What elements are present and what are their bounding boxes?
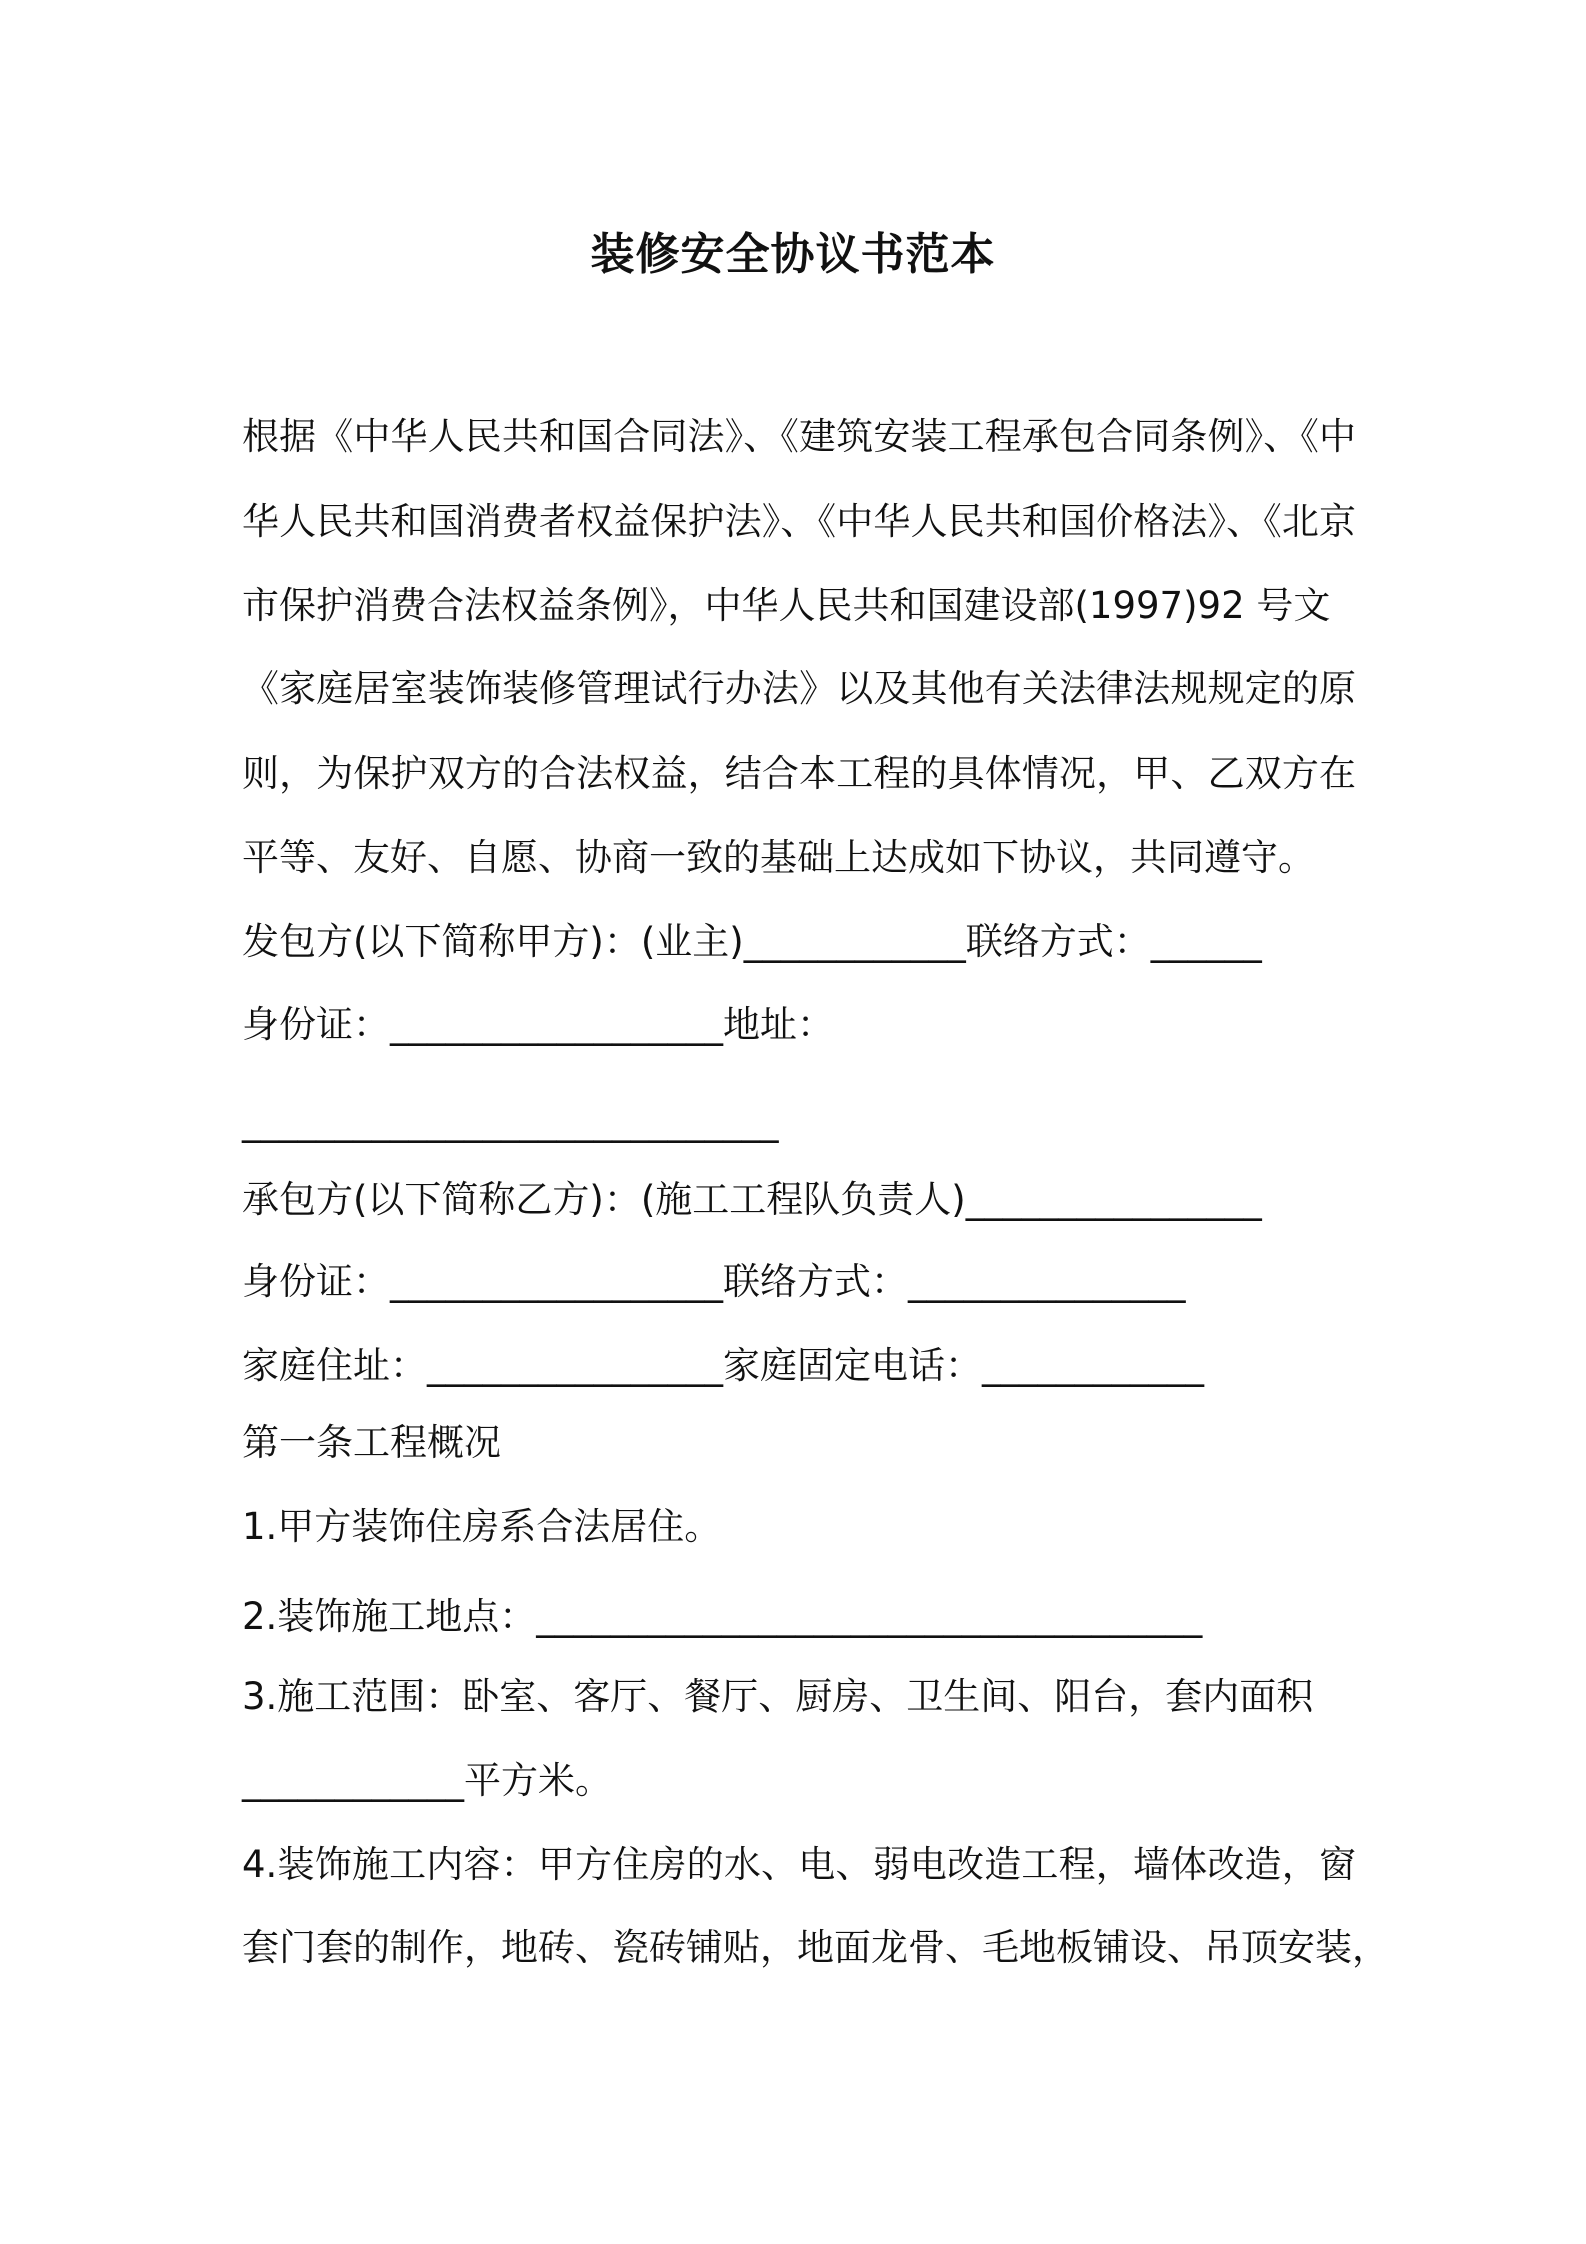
party-b-address-line: 家庭住址：________________家庭固定电话：____________: [242, 1344, 1204, 1387]
article-1-item-4: 4.装饰施工内容：甲方住房的水、电、弱电改造工程，墙体改造，窗: [242, 1843, 1356, 1886]
preamble-line-2: 华人民共和国消费者权益保护法》、《中华人民共和国价格法》、《北京: [242, 500, 1356, 543]
preamble-line-4: 《家庭居室装饰装修管理试行办法》以及其他有关法律法规规定的原: [242, 667, 1356, 710]
party-a-line: 发包方(以下简称甲方)：(业主)____________联络方式：______: [242, 920, 1262, 963]
party-a-address-blank: _____________________________: [242, 1100, 779, 1143]
party-a-id-line: 身份证：__________________地址：: [242, 1003, 834, 1046]
preamble-line-5: 则，为保护双方的合法权益，结合本工程的具体情况，甲、乙双方在: [242, 752, 1356, 795]
article-1-item-3-cont: ____________平方米。: [242, 1759, 612, 1802]
preamble-line-1: 根据《中华人民共和国合同法》、《建筑安装工程承包合同条例》、《中: [242, 415, 1356, 458]
preamble-line-6: 平等、友好、自愿、协商一致的基础上达成如下协议，共同遵守。: [242, 836, 1315, 879]
party-b-id-line: 身份证：__________________联络方式：_______________: [242, 1260, 1186, 1303]
party-b-line: 承包方(以下简称乙方)：(施工工程队负责人)________________: [242, 1178, 1262, 1221]
document-title: 装修安全协议书范本: [590, 229, 996, 280]
article-1-item-4-cont: 套门套的制作，地砖、瓷砖铺贴，地面龙骨、毛地板铺设、吊顶安装，: [242, 1926, 1389, 1969]
article-1-item-1: 1.甲方装饰住房系合法居住。: [242, 1505, 722, 1548]
article-1-heading: 第一条工程概况: [242, 1421, 501, 1464]
article-1-item-2: 2.装饰施工地点：____________________________________: [242, 1595, 1203, 1638]
preamble-line-3: 市保护消费合法权益条例》，中华人民共和国建设部(1997)92 号文: [242, 584, 1331, 627]
article-1-item-3: 3.施工范围：卧室、客厅、餐厅、厨房、卫生间、阳台，套内面积: [242, 1675, 1314, 1718]
